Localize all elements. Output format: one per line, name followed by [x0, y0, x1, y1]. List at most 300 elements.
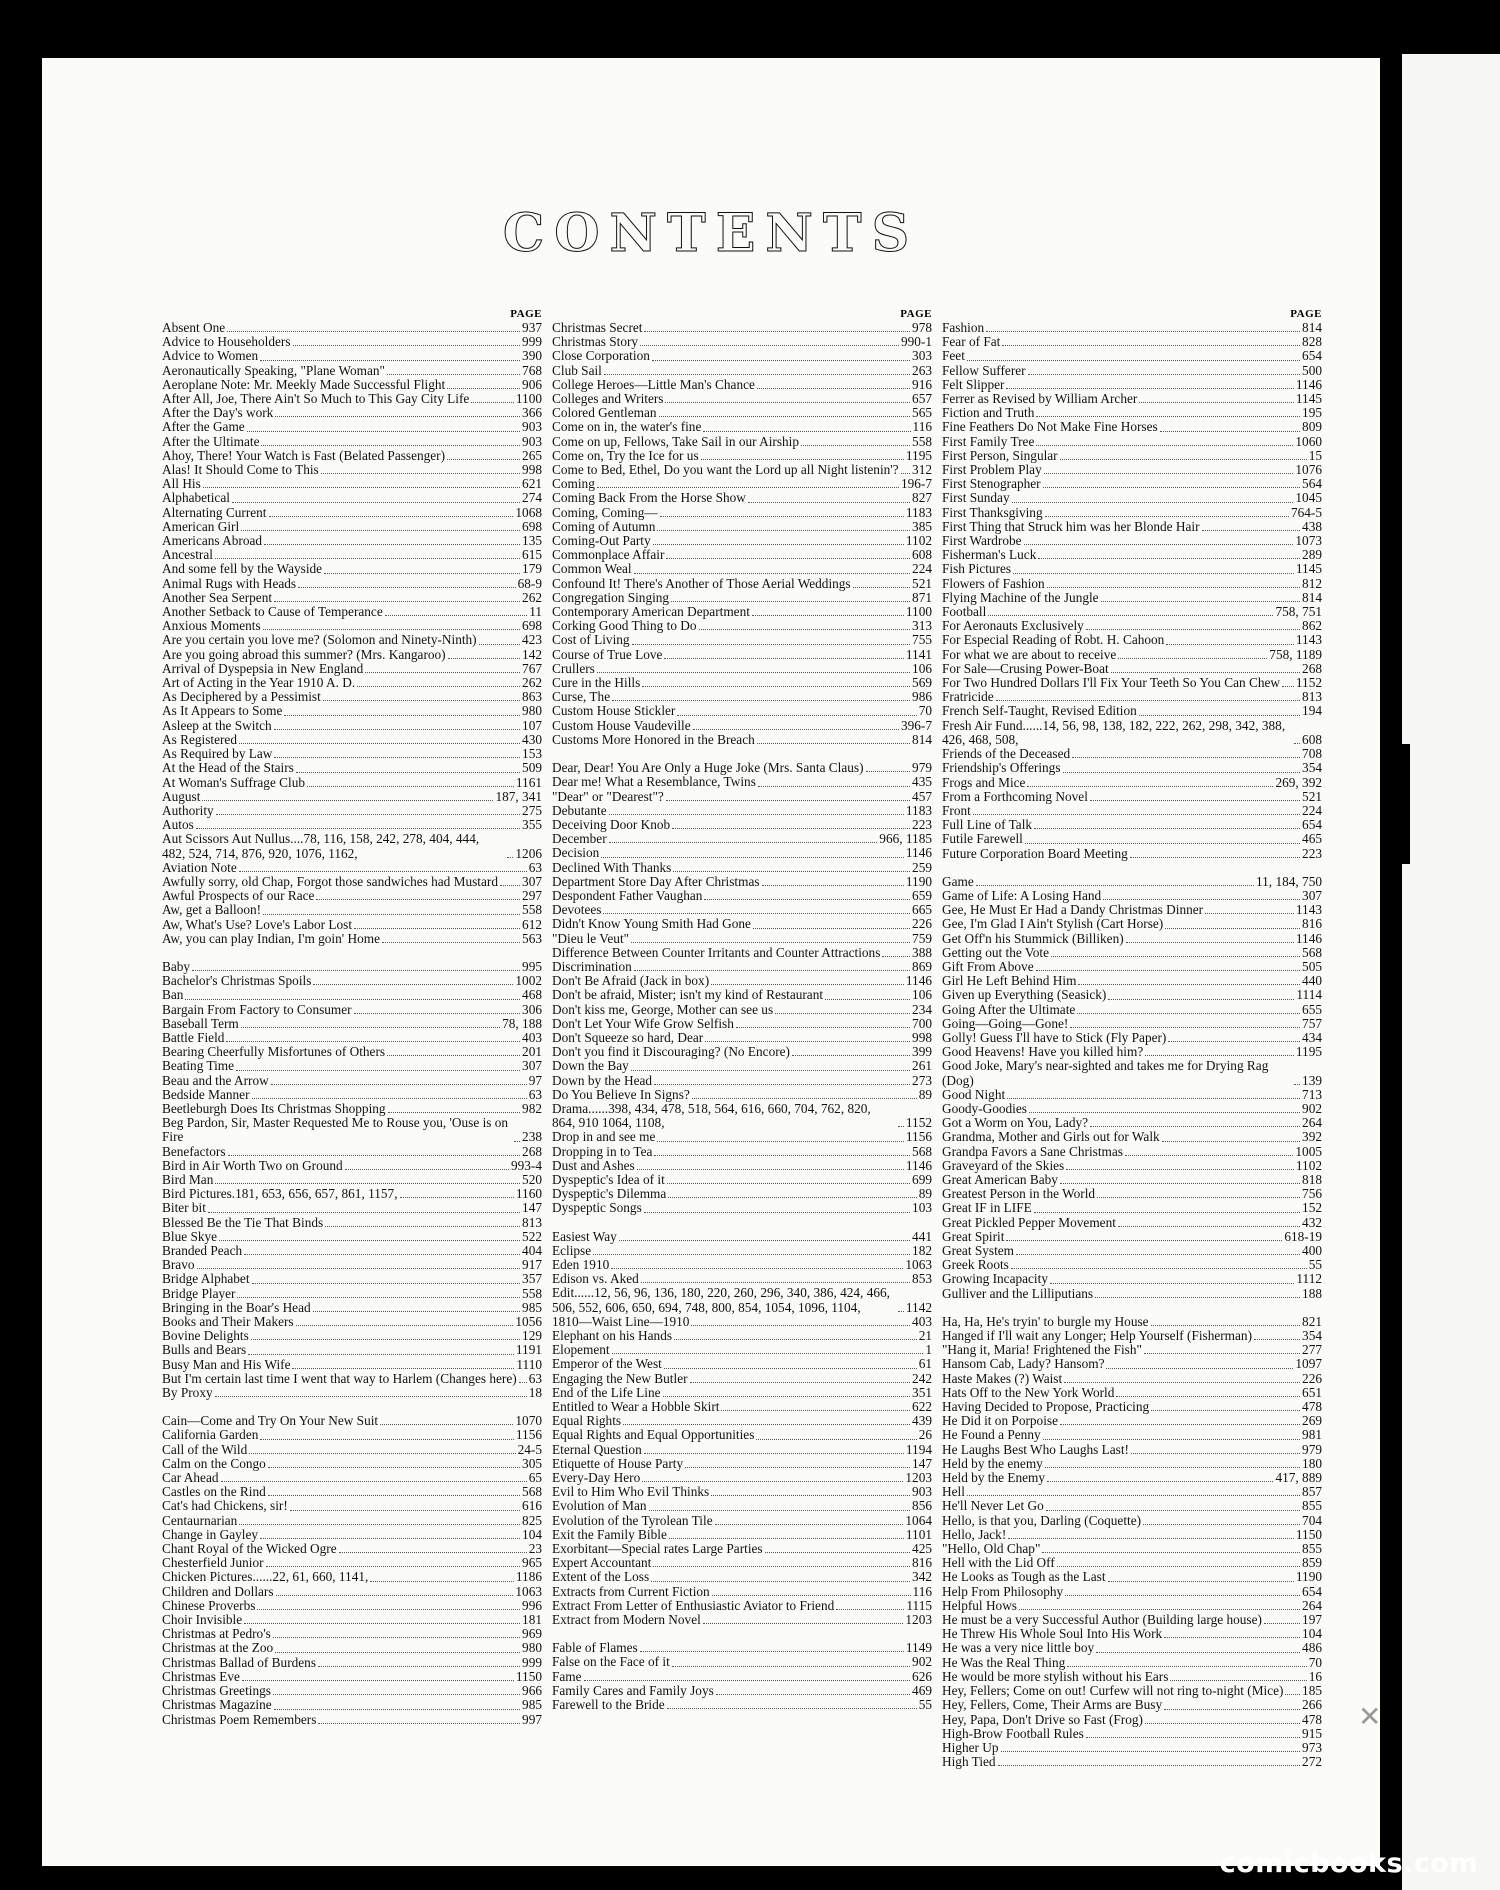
entry-page-number: 65: [528, 1470, 542, 1486]
leader-dots: [657, 1141, 904, 1142]
entry-title: As It Appears to Some: [162, 703, 283, 719]
leader-dots: [239, 871, 527, 872]
entry-title: Declined With Thanks: [552, 859, 672, 875]
leader-dots: [1006, 1240, 1282, 1241]
entry-page-number: 107: [522, 717, 542, 733]
leader-dots: [685, 1467, 910, 1468]
entry-title: Fish Pictures: [942, 561, 1012, 577]
entry-title: First Person, Singular: [942, 447, 1058, 463]
leader-dots: [1108, 1581, 1294, 1582]
contents-entry: [162, 406, 542, 420]
contents-entry: [552, 1102, 932, 1130]
leader-dots: [699, 629, 911, 630]
contents-entry: [162, 548, 542, 562]
entry-title: Advice to Women: [162, 348, 259, 364]
contents-entry: [162, 506, 542, 520]
leader-dots: [1050, 1283, 1294, 1284]
contents-entry: [162, 1074, 542, 1088]
entry-title: Come to Bed, Ethel, Do you want the Lord up all Night listenin'?: [552, 462, 899, 478]
leader-dots: [325, 1226, 520, 1227]
entry-page-number: 509: [522, 760, 542, 776]
contents-entry: [162, 577, 542, 591]
leader-dots: [693, 729, 899, 730]
entry-title: College Heroes—Little Man's Chance: [552, 376, 755, 392]
entry-title: Autos: [162, 817, 194, 833]
leader-dots: [1036, 445, 1293, 446]
entry-page-number: 61: [918, 1356, 932, 1372]
entry-page-number: 268: [1302, 660, 1322, 676]
entry-page-number: 699: [912, 1171, 932, 1187]
entry-page-number: 440: [1302, 973, 1322, 989]
leader-dots: [1205, 913, 1294, 914]
leader-dots: [274, 757, 520, 758]
leader-dots: [514, 1141, 520, 1142]
contents-entry: [942, 1045, 1322, 1059]
entry-page-number: 135: [522, 533, 542, 549]
entry-title: Are you certain you love me? (Solomon and Ninety-Ninth): [162, 632, 477, 648]
entry-title: Do You Believe In Signs?: [552, 1086, 690, 1102]
entry-page-number: 196-7: [900, 476, 932, 492]
contents-entry: [552, 1698, 932, 1712]
contents-entry: [162, 1031, 542, 1045]
contents-entry: [552, 420, 932, 434]
leader-dots: [711, 984, 904, 985]
contents-entry: [162, 776, 542, 790]
entry-page-number: 403: [912, 1313, 932, 1329]
contents-entry: [162, 378, 542, 392]
leader-dots: [1086, 629, 1300, 630]
leader-dots: [1086, 1737, 1300, 1738]
contents-entry: [942, 1428, 1322, 1442]
entry-title: Great Pickled Pepper Movement: [942, 1214, 1116, 1230]
leader-dots: [345, 1169, 509, 1170]
letter-group-gap: [552, 1627, 932, 1641]
entry-title: Hanged if I'll wait any Longer; Help Yourself (Fisherman): [942, 1328, 1253, 1344]
entry-page-number: 564: [1302, 476, 1322, 492]
entry-page-number: 608: [1302, 731, 1322, 747]
leader-dots: [756, 1439, 916, 1440]
leader-dots: [652, 360, 910, 361]
entry-page-number: 973: [1302, 1739, 1322, 1755]
contents-entry: [162, 1173, 542, 1187]
leader-dots: [752, 615, 904, 616]
entry-title: He Threw His Whole Soul Into His Work: [942, 1626, 1163, 1642]
contents-entry: [162, 1272, 542, 1286]
leader-dots: [1294, 743, 1300, 744]
entry-title: Golly! Guess I'll have to Stick (Fly Paper): [942, 1029, 1167, 1045]
leader-dots: [339, 1552, 527, 1553]
contents-entry: [942, 1287, 1322, 1301]
leader-dots: [244, 1254, 520, 1255]
contents-entry: [552, 1655, 932, 1669]
entry-title: Colored Gentleman: [552, 405, 657, 421]
leader-dots: [601, 857, 904, 858]
entry-page-number: 70: [1308, 1654, 1322, 1670]
entry-page-number: 768: [522, 362, 542, 378]
entry-title: Aut Scissors Aut Nullus....78, 116, 158, 242, 278, 404, 444, 482, 524, 714, 876, 920, 1076, 1162,: [162, 831, 480, 861]
leader-dots: [1070, 1027, 1300, 1028]
contents-entry: [552, 1088, 932, 1102]
entry-page-number: 759: [912, 930, 932, 946]
pencil-mark: ✕: [1358, 1700, 1382, 1733]
entry-title: Christmas at Pedro's: [162, 1626, 271, 1642]
entry-page-number: 351: [912, 1384, 932, 1400]
contents-entry: [942, 917, 1322, 931]
entry-page-number: 1150: [1295, 1526, 1322, 1542]
entry-page-number: 226: [912, 916, 932, 932]
leader-dots: [603, 913, 910, 914]
entry-page-number: 89: [918, 1086, 932, 1102]
contents-entry: [162, 520, 542, 534]
entry-page-number: 478: [1302, 1711, 1322, 1727]
entry-title: Ahoy, There! Your Watch is Fast (Belated Passenger): [162, 447, 446, 463]
leader-dots: [825, 999, 910, 1000]
leader-dots: [447, 388, 520, 389]
entry-title: Given up Everything (Seasick): [942, 987, 1107, 1003]
contents-entry: [942, 321, 1322, 335]
leader-dots: [1001, 1751, 1301, 1752]
entry-title: First Problem Play: [942, 462, 1042, 478]
contents-entry: [942, 676, 1322, 690]
entry-page-number: 18: [528, 1385, 542, 1401]
entry-page-number: 1005: [1295, 1143, 1322, 1159]
leader-dots: [1072, 757, 1300, 758]
contents-entry: [942, 662, 1322, 676]
entry-page-number: 998: [912, 1029, 932, 1045]
leader-dots: [1078, 984, 1300, 985]
watermark: comicbooks.com: [1219, 1848, 1478, 1879]
entry-page-number: 855: [1302, 1541, 1322, 1557]
entry-title: First Family Tree: [942, 433, 1035, 449]
entry-title: Good Heavens! Have you killed him?: [942, 1044, 1144, 1060]
leader-dots: [1029, 1112, 1300, 1113]
entry-title: After the Day's work: [162, 405, 274, 421]
leader-dots: [1028, 374, 1300, 375]
contents-entry: [942, 690, 1322, 704]
entry-title: For Two Hundred Dollars I'll Fix Your Teeth So You Can Chew: [942, 675, 1281, 691]
entry-page-number: 818: [1302, 1171, 1322, 1187]
contents-entry: [162, 534, 542, 548]
leader-dots: [1008, 1538, 1294, 1539]
entry-page-number: 1: [925, 1342, 932, 1358]
contents-entry: [942, 619, 1322, 633]
entry-page-number: 654: [1302, 348, 1322, 364]
leader-dots: [663, 1396, 910, 1397]
entry-title: Coming-Out Party: [552, 533, 651, 549]
page-column-header: PAGE: [1290, 308, 1322, 320]
entry-page-number: 70: [918, 703, 932, 719]
contents-entry: [552, 1357, 932, 1371]
entry-title: Fellow Sufferer: [942, 362, 1026, 378]
entry-title: And some fell by the Wayside: [162, 561, 323, 577]
contents-entry: [552, 449, 932, 463]
entry-page-number: 857: [1302, 1484, 1322, 1500]
entry-title: Gee, He Must Er Had a Dandy Christmas Dinner: [942, 902, 1204, 918]
entry-title: Evolution of the Tyrolean Tile: [552, 1512, 713, 1528]
entry-title: Held by the enemy: [942, 1455, 1043, 1471]
entry-title: Hell with the Lid Off: [942, 1555, 1055, 1571]
entry-title: After the Ultimate: [162, 433, 260, 449]
entry-page-number: 262: [522, 589, 542, 605]
contents-entry: [552, 1414, 932, 1428]
leader-dots: [973, 814, 1300, 815]
page-column-header: PAGE: [900, 308, 932, 320]
entry-page-number: 505: [1302, 958, 1322, 974]
entry-page-number: 226: [1302, 1370, 1322, 1386]
entry-page-number: 263: [912, 362, 932, 378]
entry-page-number: 224: [1302, 802, 1322, 818]
entry-page-number: 313: [912, 618, 932, 634]
leader-dots: [1025, 843, 1300, 844]
leader-dots: [380, 1424, 513, 1425]
entry-title: Ha, Ha, He's tryin' to burgle my House: [942, 1313, 1149, 1329]
entry-title: Congregation Singing: [552, 589, 670, 605]
leader-dots: [1164, 1637, 1300, 1638]
leader-dots: [227, 331, 520, 332]
entry-page-number: 106: [912, 987, 932, 1003]
leader-dots: [640, 1651, 904, 1652]
entry-page-number: 568: [912, 1143, 932, 1159]
leader-dots: [692, 1098, 917, 1099]
leader-dots: [901, 473, 910, 474]
contents-entry: [942, 719, 1322, 747]
entry-page-number: 11: [529, 604, 542, 620]
leader-dots: [298, 587, 516, 588]
contents-entry: [942, 847, 1322, 861]
entry-page-number: 828: [1302, 334, 1322, 350]
leader-dots: [654, 1084, 910, 1085]
entry-page-number: 441: [912, 1228, 932, 1244]
entry-page-number: 698: [522, 518, 542, 534]
leader-dots: [388, 1112, 520, 1113]
contents-entry: [162, 918, 542, 932]
entry-page-number: 354: [1302, 1328, 1322, 1344]
entry-title: Girl He Left Behind Him: [942, 973, 1077, 989]
contents-entry: [942, 435, 1322, 449]
contents-entry: [552, 463, 932, 477]
entry-title: Extent of the Loss: [552, 1569, 650, 1585]
entry-title: Dyspeptic's Dilemma: [552, 1186, 667, 1202]
entry-page-number: 129: [522, 1328, 542, 1344]
contents-entry: [942, 378, 1322, 392]
entry-title: Difference Between Counter Irritants and Counter Attractions: [552, 944, 881, 960]
contents-entry: [162, 1116, 542, 1144]
entry-page-number: 654: [1302, 817, 1322, 833]
contents-entry: [552, 1457, 932, 1471]
entry-title: Custom House Stickler: [552, 703, 676, 719]
contents-entry: [162, 747, 542, 761]
entry-title: American Girl: [162, 518, 240, 534]
entry-page-number: 63: [528, 1370, 542, 1386]
binding-tab: [1392, 744, 1410, 864]
leader-dots: [1066, 1169, 1294, 1170]
entry-title: Awful Prospects of our Race: [162, 888, 315, 904]
leader-dots: [653, 544, 904, 545]
contents-entry: [942, 1059, 1322, 1087]
entry-title: Haste Makes (?) Waist: [942, 1370, 1063, 1386]
leader-dots: [631, 942, 910, 943]
entry-page-number: 995: [522, 958, 542, 974]
leader-dots: [292, 1368, 514, 1369]
entry-page-number: 1102: [1295, 1157, 1322, 1173]
leader-dots: [323, 700, 520, 701]
contents-entry: [942, 1684, 1322, 1698]
leader-dots: [296, 772, 520, 773]
entry-title: Bridge Player: [162, 1285, 236, 1301]
entry-page-number: 1070: [515, 1413, 542, 1429]
entry-page-number: 1068: [515, 504, 542, 520]
leader-dots: [701, 459, 904, 460]
entry-page-number: 97: [528, 1072, 542, 1088]
leader-dots: [216, 814, 520, 815]
contents-entry: [552, 577, 932, 591]
leader-dots: [619, 1240, 910, 1241]
leader-dots: [996, 700, 1300, 701]
contents-entry: [942, 832, 1322, 846]
entry-title: Gee, I'm Glad I Ain't Stylish (Cart Horse): [942, 916, 1164, 932]
leader-dots: [1007, 1098, 1300, 1099]
entry-title: Castles on the Rind: [162, 1484, 266, 1500]
contents-column-2: [552, 308, 932, 1712]
entry-title: Hey, Papa, Don't Drive so Fast (Frog): [942, 1711, 1143, 1727]
leader-dots: [762, 885, 904, 886]
entry-title: Despondent Father Vaughan: [552, 887, 703, 903]
contents-entry: [162, 1017, 542, 1031]
entry-page-number: 21: [918, 1328, 932, 1344]
entry-page-number: 357: [522, 1271, 542, 1287]
leader-dots: [365, 672, 520, 673]
entry-title: Great American Baby: [942, 1171, 1058, 1187]
leader-dots: [507, 857, 513, 858]
contents-entry: [552, 903, 932, 917]
entry-title: For Aeronauts Exclusively: [942, 618, 1084, 634]
entry-page-number: 305: [522, 1455, 542, 1471]
leader-dots: [269, 516, 514, 517]
leader-dots: [672, 828, 910, 829]
leader-dots: [609, 814, 904, 815]
contents-entry: [552, 1599, 932, 1613]
entry-page-number: 522: [522, 1228, 542, 1244]
entry-page-number: 999: [522, 1654, 542, 1670]
leader-dots: [666, 800, 910, 801]
contents-entry: [942, 1031, 1322, 1045]
contents-entry: [942, 1656, 1322, 1670]
entry-page-number: 990-1: [900, 334, 932, 350]
entry-page-number: 478: [1302, 1399, 1322, 1415]
leader-dots: [237, 1297, 520, 1298]
leader-dots: [853, 587, 910, 588]
entry-page-number: 978: [912, 320, 932, 335]
entry-title: Books and Their Makers: [162, 1314, 294, 1330]
entry-page-number: 385: [912, 518, 932, 534]
entry-page-number: 269: [1302, 1413, 1322, 1429]
entry-page-number: 1073: [1295, 533, 1322, 549]
entry-title: Christmas Story: [552, 334, 639, 350]
leader-dots: [1063, 772, 1301, 773]
leader-dots: [632, 644, 910, 645]
leader-dots: [651, 1581, 910, 1582]
entry-page-number: 182: [912, 1242, 932, 1258]
contents-entry: [162, 1102, 542, 1116]
entry-page-number: 392: [1302, 1129, 1322, 1145]
entry-page-number: 814: [1302, 320, 1322, 335]
entry-page-number: 266: [1302, 1697, 1322, 1713]
entry-title: Good Night: [942, 1086, 1006, 1102]
contents-entry: [162, 988, 542, 1002]
contents-entry: [162, 364, 542, 378]
entry-page-number: 558: [522, 902, 542, 918]
entry-page-number: 224: [912, 561, 932, 577]
entry-title: Baby: [162, 958, 191, 974]
contents-entry: [162, 449, 542, 463]
contents-entry: [942, 1627, 1322, 1641]
leader-dots: [385, 615, 527, 616]
entry-title: Growing Incapacity: [942, 1271, 1048, 1287]
leader-dots: [623, 1424, 910, 1425]
leader-dots: [293, 345, 521, 346]
leader-dots: [715, 1524, 904, 1525]
leader-dots: [313, 984, 513, 985]
entry-page-number: 142: [522, 646, 542, 662]
entry-title: Going—Going—Gone!: [942, 1015, 1069, 1031]
leader-dots: [1038, 558, 1300, 559]
contents-entry: [942, 1727, 1322, 1741]
contents-entry: [162, 1670, 542, 1684]
leader-dots: [611, 1268, 903, 1269]
entry-title: Goody-Goodies: [942, 1100, 1027, 1116]
entry-page-number: 11, 184, 750: [1256, 873, 1322, 889]
contents-entry: [942, 548, 1322, 562]
contents-entry: [942, 761, 1322, 775]
entry-title: Elopement: [552, 1342, 610, 1358]
entry-title: Gulliver and the Lilliputians: [942, 1285, 1094, 1301]
entry-title: Fear of Fat: [942, 334, 1001, 350]
entry-title: Crullers: [552, 660, 595, 676]
entry-page-number: 985: [522, 1299, 542, 1315]
leader-dots: [1131, 1453, 1300, 1454]
entry-title: Bird in Air Worth Two on Ground: [162, 1157, 343, 1173]
entry-page-number: 814: [912, 731, 932, 747]
entry-page-number: 273: [912, 1072, 932, 1088]
entry-title: Dear, Dear! You Are Only a Huge Joke (Mrs. Santa Claus): [552, 760, 864, 776]
letter-group-gap: [162, 946, 542, 960]
leader-dots: [471, 402, 514, 403]
leader-dots: [976, 885, 1254, 886]
entry-page-number: 104: [1302, 1626, 1322, 1642]
entry-title: Great System: [942, 1243, 1015, 1258]
contents-entry: [552, 775, 932, 789]
leader-dots: [1118, 658, 1267, 659]
contents-entry: [942, 1613, 1322, 1627]
contents-entry: [942, 591, 1322, 605]
entry-title: "Hello, Old Chap": [942, 1541, 1041, 1557]
leader-dots: [252, 1283, 521, 1284]
entry-page-number: 264: [1302, 1115, 1322, 1131]
contents-entry: [552, 633, 932, 647]
entry-title: Busy Man and His Wife: [162, 1356, 291, 1372]
entry-page-number: 181: [522, 1612, 542, 1628]
contents-entry: [162, 392, 542, 406]
contents-entry: [552, 861, 932, 875]
contents-entry: [162, 1230, 542, 1244]
leader-dots: [274, 601, 520, 602]
leader-dots: [261, 445, 520, 446]
entry-page-number: 24-5: [517, 1441, 542, 1457]
leader-dots: [447, 459, 520, 460]
entry-page-number: 1145: [1295, 561, 1322, 577]
leader-dots: [1125, 1155, 1293, 1156]
entry-title: Animal Rugs with Heads: [162, 575, 297, 591]
